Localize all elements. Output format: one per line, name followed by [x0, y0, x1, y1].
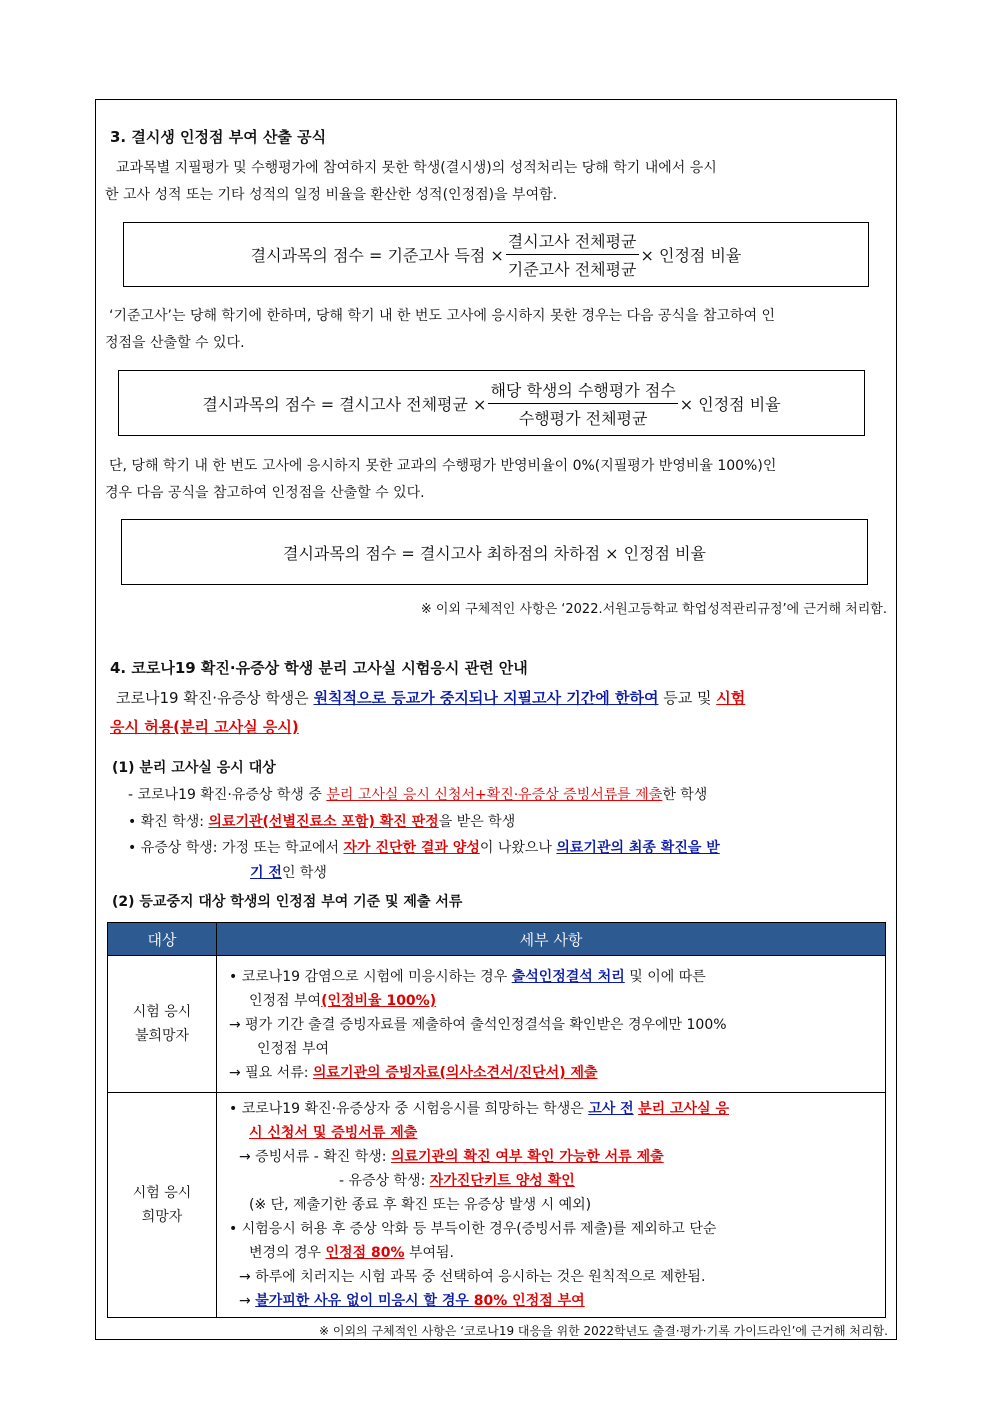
target-3-text-f: 인 학생 [281, 865, 327, 881]
s4-intro-text-a: 코로나19 확진·유증상 학생은 [116, 689, 314, 707]
s4-intro-text-c: 등교 및 [658, 689, 717, 707]
row-1-label-line-1: 시험 응시 [132, 1004, 192, 1020]
row-2-line-9 [229, 1289, 877, 1313]
row-2-l1-highlight-red: 분리 고사실 응 [638, 1101, 730, 1117]
s3-paragraph-2-line-2: 정점을 산출할 수 있다. [105, 335, 245, 351]
s3-paragraph-1-line-2: 한 고사 성적 또는 기타 성적의 일정 비율을 환산한 성적(인정점)을 부여함. [105, 187, 558, 203]
row-2-l9-highlight-blue: 불가피한 사유 없이 미응시 할 경우 [255, 1293, 474, 1309]
target-3-highlight-red: 자가 진단한 결과 양성 [343, 840, 480, 856]
target-3-text-a: • 유증상 학생: 가정 또는 학교에서 [128, 840, 344, 856]
target-1-text-c: 한 학생 [662, 787, 708, 803]
formula-box-3 [121, 519, 868, 585]
formula-1-numerator: 결시고사 전체평균 [506, 229, 639, 255]
row-2-line-3 [229, 1145, 877, 1169]
row-1-label [108, 956, 217, 1093]
target-3-highlight-blue: 의료기관의 최종 확진을 받 [556, 840, 720, 856]
target-line-3-cont [250, 862, 327, 882]
formula-2-rhs: × 인정점 비율 [679, 394, 781, 414]
s4-intro-highlight-red-2: 응시 허용(분리 고사실 응시) [110, 718, 299, 736]
row-2-l4-text: - 유증상 학생: [339, 1173, 430, 1189]
row-1-l5-text: → 필요 서류: [229, 1065, 313, 1081]
formula-1-lhs: 결시과목의 점수 = 기준고사 득점 × [250, 246, 504, 265]
sub-1-title: (1) 분리 고사실 응시 대상 [112, 760, 276, 776]
row-2-label [108, 1093, 217, 1318]
s4-intro-line-1 [116, 687, 745, 708]
s3-paragraph-3-line-1: 단, 당해 학기 내 한 번도 고사에 응시하지 못한 교과의 수행평가 반영비율이 0%(지필평가 반영비율 100%)인 [109, 458, 777, 474]
row-2-l3-text: → 증빙서류 - 확진 학생: [239, 1149, 391, 1165]
row-1-label-line-2: 불희망자 [134, 1028, 190, 1044]
formula-1-rhs: × 인정점 비율 [640, 246, 742, 265]
row-2-l1-text: • 코로나19 확진·유증상자 중 시험응시를 희망하는 학생은 [229, 1101, 589, 1117]
row-2-line-1 [229, 1097, 877, 1121]
s3-paragraph-2-line-1: ‘기준고사’는 당해 학기에 한하며, 당해 학기 내 한 번도 고사에 응시하지 못한 경우는 다음 공식을 참고하여 인 [109, 308, 776, 324]
row-1-line-5 [229, 1061, 877, 1085]
row-2-line-7 [229, 1241, 877, 1265]
row-2-l4-highlight: 자가진단키트 양성 확인 [429, 1173, 575, 1189]
row-1-line-1 [229, 965, 877, 989]
formula-2-denominator: 수행평가 전체평균 [518, 408, 648, 428]
header-details: 세부 사항 [217, 923, 886, 956]
target-line-3 [128, 837, 720, 857]
row-2-l2-highlight: 시 신청서 및 증빙서류 제출 [249, 1125, 418, 1141]
row-2-line-2 [229, 1121, 877, 1145]
table-row [108, 1093, 886, 1318]
sub-2-title: (2) 등교중지 대상 학생의 인정점 부여 기준 및 제출 서류 [112, 894, 463, 910]
target-3-highlight-blue-2: 기 전 [250, 865, 282, 881]
table-row [108, 956, 886, 1093]
row-1-line-2 [229, 989, 877, 1013]
formula-3-text: 결시과목의 점수 = 결시고사 최하점의 차하점 × 인정점 비율 [283, 543, 706, 563]
formula-2-lhs: 결시과목의 점수 = 결시고사 전체평균 × [202, 394, 487, 414]
row-2-line-6: • 시험응시 허용 후 증상 악화 등 부득이한 경우(증빙서류 제출)를 제외하고 단순 [229, 1221, 717, 1237]
row-1-l1-text-c: 및 이에 따른 [624, 969, 706, 985]
row-2-label-line-1: 시험 응시 [132, 1185, 192, 1201]
row-1-l2-text: 인정점 부여 [249, 993, 322, 1009]
row-1-line-4: 인정점 부여 [257, 1041, 330, 1057]
row-1-l5-highlight: 의료기관의 증빙자료(의사소견서/진단서) 제출 [312, 1065, 598, 1081]
section-4-title: 4. 코로나19 확진·유증상 학생 분리 고사실 시험응시 관련 안내 [110, 659, 528, 677]
s4-note: ※ 이외의 구체적인 사항은 ‘코로나19 대응을 위한 2022학년도 출결·평가·기록 가이드라인’에 근거해 처리함. [319, 1324, 888, 1338]
row-1-line-3: → 평가 기간 출결 증빙자료를 제출하여 출석인정결석을 확인받은 경우에만 100% [229, 1017, 727, 1033]
criteria-table [107, 922, 886, 1318]
s3-paragraph-1-line-1: 교과목별 지필평가 및 수행평가에 참여하지 못한 학생(결시생)의 성적처리는 당해 학기 내에서 응시 [116, 160, 717, 176]
row-2-l3-highlight: 의료기관의 확진 여부 확인 가능한 서류 제출 [390, 1149, 664, 1165]
formula-2-fraction [488, 378, 677, 429]
row-1-l2-highlight: (인정비율 100%) [321, 993, 437, 1009]
s4-intro-highlight-blue: 원칙적으로 등교가 중지되나 지필고사 기간에 한하여 [313, 689, 659, 707]
row-1-l1-text: • 코로나19 감염으로 시험에 미응시하는 경우 [229, 969, 512, 985]
row-2-line-5: (※ 단, 제출기한 종료 후 확진 또는 유증상 발생 시 예외) [249, 1197, 592, 1213]
target-2-text-c: 을 받은 학생 [438, 814, 516, 830]
target-line-2 [128, 811, 515, 831]
row-2-l1-highlight-blue: 고사 전 [588, 1101, 634, 1117]
target-2-highlight: 의료기관(선별진료소 포함) 확진 판정 [208, 814, 439, 830]
target-2-text-a: • 확진 학생: [128, 814, 209, 830]
row-2-l9-highlight-red: 80% 인정점 부여 [473, 1293, 585, 1309]
table-header-row [108, 923, 886, 956]
row-2-l7-text-c: 부여됨. [404, 1245, 454, 1261]
row-2-l9-arrow: → [239, 1293, 256, 1309]
target-1-highlight: 분리 고사실 응시 신청서+확진·유증상 증빙서류를 제출 [326, 787, 663, 803]
s3-paragraph-3-line-2: 경우 다음 공식을 참고하여 인정점을 산출할 수 있다. [105, 485, 425, 501]
row-2-l7-highlight: 인정점 80% [325, 1245, 405, 1261]
row-1-details [217, 956, 886, 1093]
formula-2-numerator: 해당 학생의 수행평가 점수 [488, 378, 677, 404]
header-target: 대상 [108, 923, 217, 956]
row-1-l1-highlight: 출석인정결석 처리 [511, 969, 625, 985]
s4-intro-line-2 [110, 716, 299, 737]
formula-1-fraction [506, 229, 639, 280]
target-1-text-a: - 코로나19 확진·유증상 학생 중 [128, 787, 327, 803]
target-3-text-c: 이 나왔으나 [479, 840, 557, 856]
row-2-label-line-2: 희망자 [141, 1209, 183, 1225]
target-line-1 [128, 784, 707, 804]
formula-box-1 [123, 222, 869, 287]
formula-box-2 [118, 370, 865, 436]
row-2-line-4 [229, 1169, 877, 1193]
row-2-details [217, 1093, 886, 1318]
s4-intro-highlight-red-1: 시험 [716, 689, 746, 707]
section-3-title: 3. 결시생 인정점 부여 산출 공식 [110, 128, 327, 146]
row-2-l7-text: 변경의 경우 [249, 1245, 326, 1261]
row-2-line-8: → 하루에 치러지는 시험 과목 중 선택하여 응시하는 것은 원칙적으로 제한됨. [239, 1269, 706, 1285]
s3-note: ※ 이외 구체적인 사항은 ‘2022.서원고등학교 학업성적관리규정’에 근거해 처리함. [420, 602, 887, 617]
formula-1-denominator: 기준고사 전체평균 [507, 260, 637, 279]
